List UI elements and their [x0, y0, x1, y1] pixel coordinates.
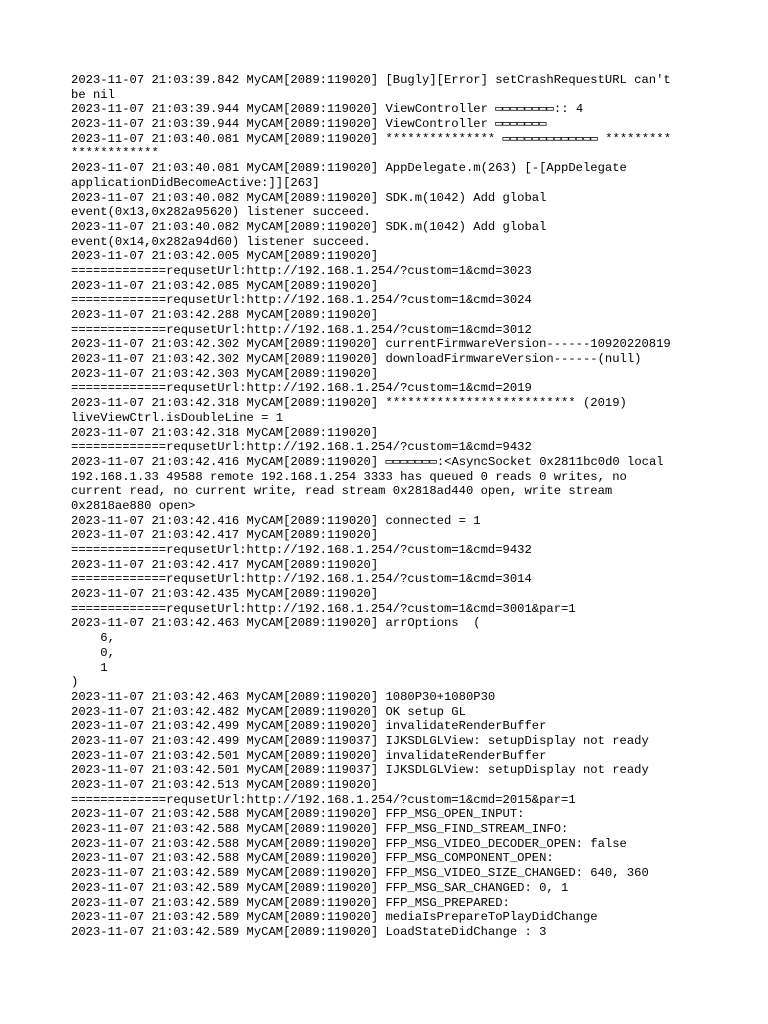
log-line: 2023-11-07 21:03:42.513 MyCAM[2089:119020] [71, 778, 379, 792]
log-line: 2023-11-07 21:03:42.588 MyCAM[2089:119020] FFP_MSG_COMPONENT_OPEN: [71, 851, 554, 866]
log-line: 2023-11-07 21:03:42.302 MyCAM[2089:119020] currentFirmwareVersion------10920220819 [71, 337, 671, 352]
log-line: event(0x13,0x282a95620) listener succeed. [71, 205, 371, 220]
log-line: =============requsetUrl:http://192.168.1.254/?custom=1&cmd=3024 [71, 293, 532, 308]
log-line: 192.168.1.33 49588 remote 192.168.1.254 3333 has queued 0 reads 0 writes, no [71, 469, 627, 484]
log-line: 2023-11-07 21:03:42.589 MyCAM[2089:119020] mediaIsPrepareToPlayDidChange [71, 910, 598, 925]
log-line: current read, no current write, read stream 0x2818ad440 open, write stream [71, 484, 613, 499]
log-line: =============requsetUrl:http://192.168.1.254/?custom=1&cmd=3001&par=1 [71, 601, 576, 616]
log-line: 2023-11-07 21:03:40.082 MyCAM[2089:119020] SDK.m(1042) Add global [71, 190, 547, 205]
log-line: 2023-11-07 21:03:40.081 MyCAM[2089:119020] *************** ▭▭▭▭▭▭▭▭▭▭▭▭▭ ********* [71, 131, 672, 146]
log-line: 2023-11-07 21:03:42.318 MyCAM[2089:119020] ************************** (2019) [71, 396, 627, 411]
log-line: 2023-11-07 21:03:39.944 MyCAM[2089:119020] ViewController ▭▭▭▭▭▭▭ [71, 117, 547, 132]
log-line: 2023-11-07 21:03:42.435 MyCAM[2089:119020] [71, 587, 379, 602]
log-line: 2023-11-07 21:03:42.588 MyCAM[2089:119020] FFP_MSG_VIDEO_DECODER_OPEN: false [71, 836, 627, 851]
log-line: =============requsetUrl:http://192.168.1.254/?custom=1&cmd=3014 [71, 572, 532, 587]
log-line: 2023-11-07 21:03:42.417 MyCAM[2089:119020] [71, 557, 379, 572]
log-line: 2023-11-07 21:03:42.463 MyCAM[2089:119020] arrOptions ( [71, 616, 481, 631]
log-line: 2023-11-07 21:03:42.589 MyCAM[2089:119020] FFP_MSG_VIDEO_SIZE_CHANGED: 640, 360 [71, 866, 649, 881]
log-line: 2023-11-07 21:03:42.318 MyCAM[2089:119020] [71, 425, 379, 440]
log-line: 2023-11-07 21:03:42.588 MyCAM[2089:119020] FFP_MSG_FIND_STREAM_INFO: [71, 822, 569, 837]
log-line: 2023-11-07 21:03:42.589 MyCAM[2089:119020] FFP_MSG_PREPARED: [71, 895, 510, 910]
log-line: =============requsetUrl:http://192.168.1.254/?custom=1&cmd=9432 [71, 440, 532, 455]
log-line: 0x2818ae880 open> [71, 498, 196, 513]
log-line: 2023-11-07 21:03:42.416 MyCAM[2089:119020] connected = 1 [71, 513, 481, 528]
log-line: =============requsetUrl:http://192.168.1.254/?custom=1&cmd=2019 [71, 381, 532, 396]
log-line: 2023-11-07 21:03:42.501 MyCAM[2089:119037] IJKSDLGLView: setupDisplay not ready [71, 763, 649, 778]
log-line: applicationDidBecomeActive:]][263] [71, 175, 320, 190]
log-output [71, 73, 701, 940]
log-line: 2023-11-07 21:03:42.288 MyCAM[2089:119020] [71, 308, 379, 322]
log-line: 2023-11-07 21:03:42.588 MyCAM[2089:119020] FFP_MSG_OPEN_INPUT: [71, 807, 525, 822]
log-line: be nil [71, 87, 115, 102]
log-line: 2023-11-07 21:03:42.499 MyCAM[2089:119037] IJKSDLGLView: setupDisplay not ready [71, 733, 649, 748]
log-line: 2023-11-07 21:03:40.081 MyCAM[2089:119020] AppDelegate.m(263) [-[AppDelegate [71, 161, 627, 176]
log-line: 2023-11-07 21:03:42.589 MyCAM[2089:119020] FFP_MSG_SAR_CHANGED: 0, 1 [71, 880, 569, 895]
log-line: 0, [71, 645, 115, 660]
log-line: event(0x14,0x282a94d60) listener succeed. [71, 234, 371, 249]
log-line: liveViewCtrl.isDoubleLine = 1 [71, 410, 284, 425]
log-line: 2023-11-07 21:03:42.417 MyCAM[2089:119020] [71, 528, 379, 543]
log-line: 2023-11-07 21:03:40.082 MyCAM[2089:119020] SDK.m(1042) Add global [71, 219, 547, 234]
log-line: 2023-11-07 21:03:42.303 MyCAM[2089:119020] [71, 366, 379, 381]
log-line: 2023-11-07 21:03:42.302 MyCAM[2089:119020] downloadFirmwareVersion------(null) [71, 352, 642, 367]
log-line: =============requsetUrl:http://192.168.1.254/?custom=1&cmd=9432 [71, 543, 532, 557]
log-line: =============requsetUrl:http://192.168.1.254/?custom=1&cmd=3023 [71, 263, 532, 278]
log-line: 2023-11-07 21:03:42.005 MyCAM[2089:119020] [71, 249, 379, 264]
log-line: 2023-11-07 21:03:42.501 MyCAM[2089:119020] invalidateRenderBuffer [71, 748, 547, 763]
log-line: =============requsetUrl:http://192.168.1.254/?custom=1&cmd=3012 [71, 322, 532, 337]
log-line: ************ [71, 146, 159, 161]
log-line: 2023-11-07 21:03:42.463 MyCAM[2089:119020] 1080P30+1080P30 [71, 689, 496, 704]
log-line: ) [71, 675, 79, 690]
log-line: =============requsetUrl:http://192.168.1.254/?custom=1&cmd=2015&par=1 [71, 792, 576, 807]
log-line: 2023-11-07 21:03:42.589 MyCAM[2089:119020] LoadStateDidChange : 3 [71, 924, 547, 939]
log-line: 2023-11-07 21:03:39.944 MyCAM[2089:119020] ViewController ▭▭▭▭▭▭▭▭:: 4 [71, 102, 584, 117]
log-line: 2023-11-07 21:03:42.085 MyCAM[2089:119020] [71, 278, 379, 293]
log-line: 2023-11-07 21:03:39.842 MyCAM[2089:119020] [Bugly][Error] setCrashRequestURL can't [71, 73, 671, 87]
log-line: 1 [71, 660, 108, 675]
log-line: 2023-11-07 21:03:42.482 MyCAM[2089:119020] OK setup GL [71, 704, 466, 719]
log-line: 6, [71, 631, 115, 646]
log-line: 2023-11-07 21:03:42.416 MyCAM[2089:119020] ▭▭▭▭▭▭▭:<AsyncSocket 0x2811bc0d0 local [71, 454, 664, 469]
log-line: 2023-11-07 21:03:42.499 MyCAM[2089:119020] invalidateRenderBuffer [71, 719, 547, 734]
